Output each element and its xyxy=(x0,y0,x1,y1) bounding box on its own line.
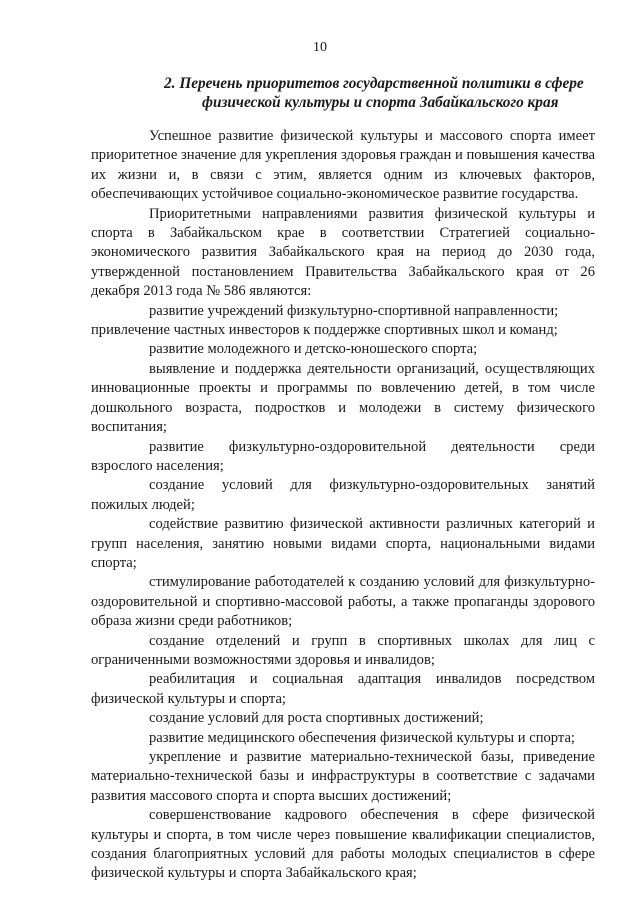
list-item: развитие молодежного и детско-юношеского спорта; xyxy=(149,341,478,358)
list-item: привлечение частных инвесторов к поддержке спортивных школ и команд; xyxy=(91,322,558,339)
heading-text-1: Перечень приоритетов государственной политики в сфере xyxy=(179,75,584,92)
list-item: создание отделений и групп в спортивных школах для лиц с ограниченными возможностями здоровья и инвалидов; xyxy=(91,632,595,668)
list-item: развитие физкультурно-оздоровительной деятельности среди взрослого населения; xyxy=(91,438,595,474)
list-item: совершенствование кадрового обеспечения в сфере физической культуры и спорта, в том числе через повышение квалификации специалистов, создания благоприятных условий для работы молодых специалистов в сфере физической культуры и спорта Забайкальского края; xyxy=(91,807,595,882)
heading-number: 2. xyxy=(164,75,176,92)
paragraph: Успешное развитие физической культуры и массового спорта имеет приоритетное значение для укрепления здоровья граждан и повышения качества их жизни и, в связи с этим, является одним из ключевых факторов, обеспечивающих устойчивое социально-экономическое развитие государства. xyxy=(91,128,595,203)
list-item: содействие развитию физической активности различных категорий и групп населения, занятию новыми видами спорта, национальными видами спорта; xyxy=(91,516,595,571)
list-item: развитие медицинского обеспечения физической культуры и спорта; xyxy=(149,729,575,746)
heading-line-1 xyxy=(164,74,584,93)
list-item: создание условий для роста спортивных достижений; xyxy=(149,710,484,727)
section-heading xyxy=(164,74,584,112)
paragraph: Приоритетными направлениями развития физической культуры и спорта в Забайкальском крае в соответствии Стратегией социально-экономического развития Забайкальского края на период до 2030 года, утвержденной постановлением Правительства Забайкальского края от 26 декабря 2013 года № 586 являются: xyxy=(91,205,595,300)
list-item: реабилитация и социальная адаптация инвалидов посредством физической культуры и спорта; xyxy=(91,671,595,707)
list-item: укрепление и развитие материально-технической базы, приведение материально-технической базы и инфраструктуры в соответствие с задачами развития массового спорта и спорта высших достижений; xyxy=(91,749,595,804)
list-item: выявление и поддержка деятельности организаций, осуществляющих инновационные проекты и программы по вовлечению детей, в том числе дошкольного возраста, подростков и молодежи в систему физического воспитания; xyxy=(91,360,595,436)
heading-line-2: физической культуры и спорта Забайкальского края xyxy=(202,94,559,111)
list-item: создание условий для физкультурно-оздоровительных занятий пожилых людей; xyxy=(91,477,595,513)
page-number: 10 xyxy=(313,40,327,55)
list-item: развитие учреждений физкультурно-спортивной направленности; xyxy=(149,302,559,319)
list-item: стимулирование работодателей к созданию условий для физкультурно-оздоровительной и спортивно-массовой работы, а также пропаганды здорового образа жизни среди работников; xyxy=(91,574,595,630)
document-body xyxy=(91,127,595,884)
